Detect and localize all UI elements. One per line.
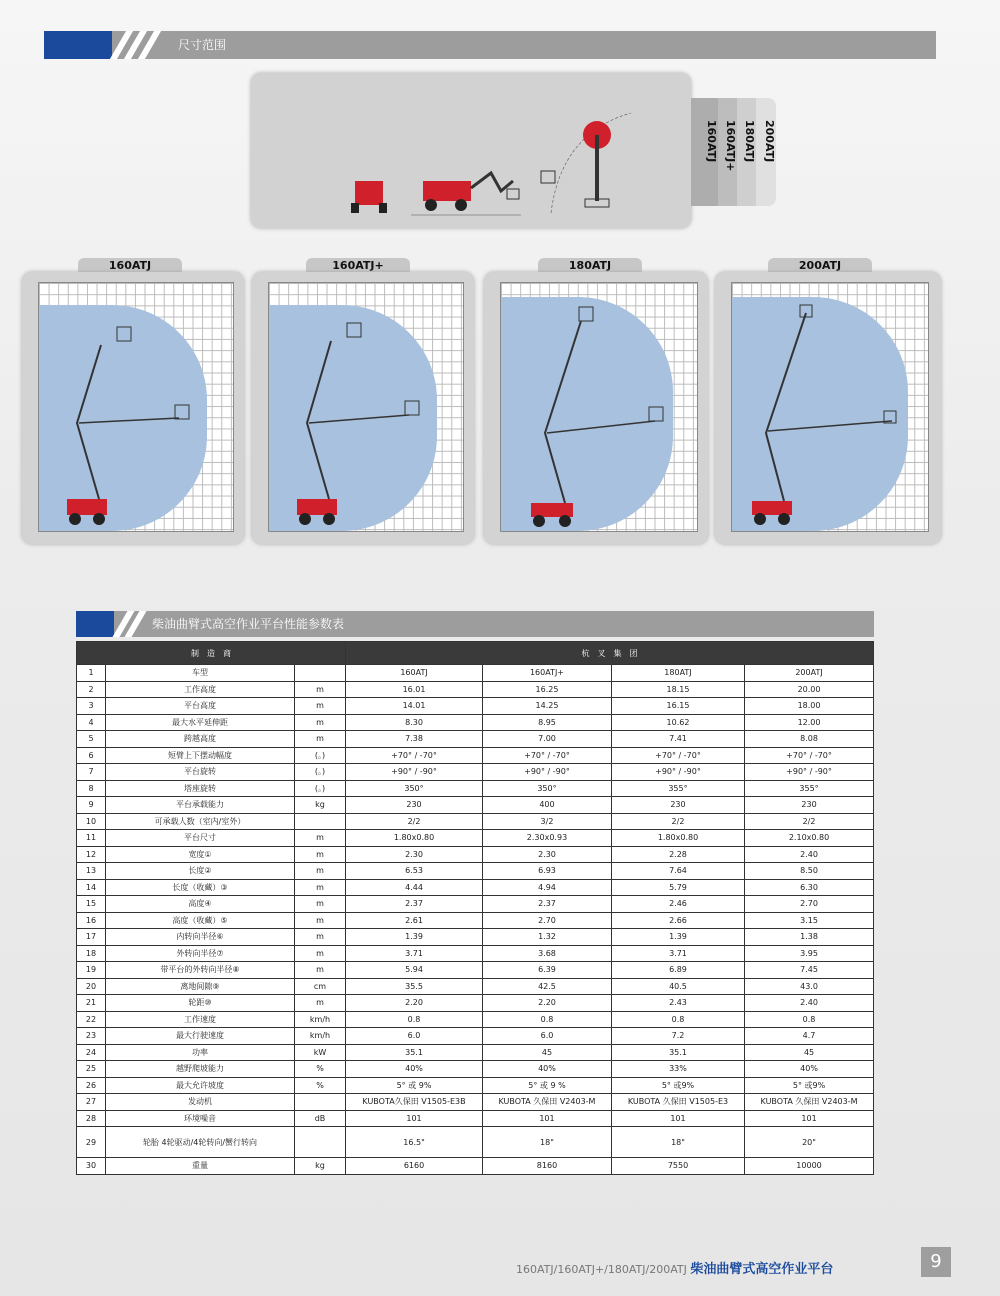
value-cell: 2.43 [611,995,744,1012]
unit: (。) [295,780,346,797]
value-cell: 35.5 [346,978,483,995]
value-cell: 5° 或9% [611,1077,744,1094]
value-cell: 2.40 [745,846,874,863]
table-row [77,1061,874,1078]
value-cell: 16.25 [483,681,612,698]
value-cell: 160ATJ+ [483,665,612,682]
value-cell: 45 [483,1044,612,1061]
section-title: 尺寸范围 [178,38,227,52]
row-number: 18 [77,945,106,962]
table-row [77,1077,874,1094]
table-row [77,1094,874,1111]
value-cell: 5° 或 9% [346,1077,483,1094]
working-range-grid [268,282,464,532]
parameter-name: 发动机 [106,1094,295,1111]
value-cell: 2.30x0.93 [483,830,612,847]
boom-drawing [501,283,697,531]
value-cell: +90° / -90° [483,764,612,781]
value-cell: 8.50 [745,863,874,880]
value-cell: 101 [346,1110,483,1127]
row-number: 5 [77,731,106,748]
value-cell: 20" [745,1127,874,1158]
table-row [77,846,874,863]
tab-200atj: 200ATJ [742,98,776,206]
row-number: 22 [77,1011,106,1028]
value-cell: 101 [483,1110,612,1127]
value-cell: 1.38 [745,929,874,946]
table-row [77,896,874,913]
table-row [77,698,874,715]
chart-label-200atj: 200ATJ [768,258,872,274]
row-number: 2 [77,681,106,698]
value-cell: 6.39 [483,962,612,979]
unit: % [295,1077,346,1094]
row-number: 14 [77,879,106,896]
value-cell: 8.08 [745,731,874,748]
value-cell: KUBOTA久保田 V1505-E3B [346,1094,483,1111]
parameter-name: 长度（收藏）③ [106,879,295,896]
unit: m [295,896,346,913]
table-row [77,962,874,979]
parameter-name: 重量 [106,1158,295,1175]
value-cell: 2.70 [483,912,612,929]
value-cell: 0.8 [346,1011,483,1028]
value-cell: +90° / -90° [745,764,874,781]
parameter-name: 高度④ [106,896,295,913]
value-cell: 14.25 [483,698,612,715]
value-cell: 40% [483,1061,612,1078]
value-cell: 6.30 [745,879,874,896]
row-number: 28 [77,1110,106,1127]
unit: kg [295,1158,346,1175]
dimension-diagram [251,73,691,228]
value-cell: +70° / -70° [611,747,744,764]
working-range-grid [500,282,698,532]
row-number: 17 [77,929,106,946]
value-cell: +90° / -90° [611,764,744,781]
parameter-name: 平台承载能力 [106,797,295,814]
chart-label-160atj-plus: 160ATJ+ [306,258,410,274]
value-cell: 1.39 [611,929,744,946]
parameter-name: 平台高度 [106,698,295,715]
unit [295,813,346,830]
parameter-name: 最大行驶速度 [106,1028,295,1045]
boom-drawing [269,283,463,531]
value-cell: 2.66 [611,912,744,929]
value-cell: 8.95 [483,714,612,731]
row-number: 12 [77,846,106,863]
value-cell: 230 [745,797,874,814]
table-row [77,813,874,830]
value-cell: 160ATJ [346,665,483,682]
value-cell: 16.01 [346,681,483,698]
page-number: 9 [921,1247,951,1277]
section-header-dimensions [44,31,936,59]
table-row [77,879,874,896]
value-cell: 42.5 [483,978,612,995]
row-number: 15 [77,896,106,913]
value-cell: 40.5 [611,978,744,995]
value-cell: 10.62 [611,714,744,731]
value-cell: 3.71 [346,945,483,962]
unit [295,1127,346,1158]
parameter-name: 长度② [106,863,295,880]
parameter-name: 平台旋转 [106,764,295,781]
value-cell: 1.32 [483,929,612,946]
value-cell: 33% [611,1061,744,1078]
value-cell: 6.0 [483,1028,612,1045]
unit: m [295,912,346,929]
row-number: 26 [77,1077,106,1094]
tab-160atj: 160ATJ [684,98,718,206]
unit: m [295,962,346,979]
parameter-name: 车型 [106,665,295,682]
value-cell: 355° [611,780,744,797]
footer-models: 160ATJ/160ATJ+/180ATJ/200ATJ [516,1263,687,1276]
boom-drawing [39,283,233,531]
row-number: 3 [77,698,106,715]
table-row [77,764,874,781]
manufacturer-value: 杭 叉 集 团 [346,642,874,665]
value-cell: 5.94 [346,962,483,979]
unit: % [295,1061,346,1078]
parameter-name: 工作速度 [106,1011,295,1028]
value-cell: 2.70 [745,896,874,913]
value-cell: 350° [483,780,612,797]
value-cell: 40% [745,1061,874,1078]
spec-table [76,641,874,1175]
row-number: 10 [77,813,106,830]
working-range-grid [731,282,929,532]
header-accent [44,31,112,59]
unit: (。) [295,764,346,781]
parameter-name: 高度（收藏）⑤ [106,912,295,929]
working-range-card-180atj [484,272,708,544]
value-cell: 2.30 [346,846,483,863]
parameter-name: 可承载人数（室内/室外） [106,813,295,830]
value-cell: +90° / -90° [346,764,483,781]
row-number: 4 [77,714,106,731]
unit: m [295,879,346,896]
unit: km/h [295,1028,346,1045]
chart-label-180atj: 180ATJ [538,258,642,274]
value-cell: 8.30 [346,714,483,731]
value-cell: 3/2 [483,813,612,830]
value-cell: 18" [483,1127,612,1158]
value-cell: 2.10x0.80 [745,830,874,847]
row-number: 21 [77,995,106,1012]
row-number: 16 [77,912,106,929]
unit: (。) [295,747,346,764]
value-cell: 12.00 [745,714,874,731]
table-header-row [77,642,874,665]
section-title: 柴油曲臂式高空作业平台性能参数表 [152,617,345,631]
value-cell: 2.37 [483,896,612,913]
row-number: 9 [77,797,106,814]
row-number: 27 [77,1094,106,1111]
parameter-name: 平台尺寸 [106,830,295,847]
value-cell: KUBOTA 久保田 V2403-M [745,1094,874,1111]
unit [295,1094,346,1111]
value-cell: KUBOTA 久保田 V2403-M [483,1094,612,1111]
value-cell: 20.00 [745,681,874,698]
table-row [77,665,874,682]
table-row [77,681,874,698]
footer [516,1258,833,1277]
value-cell: 35.1 [611,1044,744,1061]
table-row [77,945,874,962]
value-cell: 7.38 [346,731,483,748]
value-cell: 16.15 [611,698,744,715]
value-cell: 8160 [483,1158,612,1175]
working-range-card-160atj [22,272,244,544]
value-cell: 7.64 [611,863,744,880]
value-cell: 6.89 [611,962,744,979]
value-cell: 230 [346,797,483,814]
machine-front-view [355,181,383,205]
value-cell: 6160 [346,1158,483,1175]
value-cell: 2/2 [745,813,874,830]
unit: m [295,731,346,748]
value-cell: 45 [745,1044,874,1061]
value-cell: +70° / -70° [346,747,483,764]
row-number: 20 [77,978,106,995]
value-cell: 355° [745,780,874,797]
table-row [77,780,874,797]
value-cell: +70° / -70° [483,747,612,764]
value-cell: 4.44 [346,879,483,896]
unit: m [295,698,346,715]
parameter-name: 内转向半径⑥ [106,929,295,946]
row-number: 8 [77,780,106,797]
unit: dB [295,1110,346,1127]
table-row [77,714,874,731]
value-cell: 0.8 [483,1011,612,1028]
parameter-name: 宽度① [106,846,295,863]
row-number: 6 [77,747,106,764]
value-cell: 18.15 [611,681,744,698]
value-cell: 101 [745,1110,874,1127]
manufacturer-label: 制 造 商 [77,642,346,665]
footer-title: 柴油曲臂式高空作业平台 [690,1262,834,1277]
tab-160atj-plus: 160ATJ+ [703,98,737,206]
value-cell: 40% [346,1061,483,1078]
parameter-name: 短臂上下摆动幅度 [106,747,295,764]
value-cell: KUBOTA 久保田 V1505-E3 [611,1094,744,1111]
value-cell: 6.0 [346,1028,483,1045]
boom-drawing [732,283,928,531]
value-cell: 2.30 [483,846,612,863]
table-row [77,912,874,929]
parameter-name: 跨越高度 [106,731,295,748]
value-cell: 7.00 [483,731,612,748]
working-range-grid [38,282,234,532]
value-cell: 230 [611,797,744,814]
row-number: 25 [77,1061,106,1078]
parameter-name: 塔座旋转 [106,780,295,797]
unit [295,665,346,682]
value-cell: 0.8 [745,1011,874,1028]
table-row [77,1158,874,1175]
value-cell: 7.2 [611,1028,744,1045]
chart-label-160atj: 160ATJ [78,258,182,274]
value-cell: 0.8 [611,1011,744,1028]
row-number: 30 [77,1158,106,1175]
parameter-name: 离地间隙⑨ [106,978,295,995]
value-cell: 7.41 [611,731,744,748]
table-row [77,1028,874,1045]
value-cell: 2.20 [346,995,483,1012]
value-cell: 18.00 [745,698,874,715]
value-cell: 5° 或9% [745,1077,874,1094]
row-number: 7 [77,764,106,781]
value-cell: 180ATJ [611,665,744,682]
table-row [77,1044,874,1061]
table-row [77,830,874,847]
unit: m [295,929,346,946]
table-body [77,665,874,1175]
value-cell: 3.95 [745,945,874,962]
table-row [77,978,874,995]
unit: m [295,714,346,731]
value-cell: 43.0 [745,978,874,995]
working-range-card-200atj [715,272,941,544]
parameter-name: 带平台的外转向半径⑧ [106,962,295,979]
value-cell: 7550 [611,1158,744,1175]
unit: m [295,945,346,962]
tab-180atj: 180ATJ [722,98,756,206]
value-cell: 2.40 [745,995,874,1012]
unit: kW [295,1044,346,1061]
value-cell: 101 [611,1110,744,1127]
table-row [77,929,874,946]
value-cell: 7.45 [745,962,874,979]
table-row [77,863,874,880]
table-row [77,995,874,1012]
value-cell: 35.1 [346,1044,483,1061]
row-number: 19 [77,962,106,979]
value-cell: 400 [483,797,612,814]
working-range-card-160atj-plus [252,272,474,544]
unit: kg [295,797,346,814]
unit: cm [295,978,346,995]
parameter-name: 轮胎 4轮驱动/4轮转向/蟹行转向 [106,1127,295,1158]
table-row [77,731,874,748]
value-cell: 5.79 [611,879,744,896]
table-row [77,1110,874,1127]
parameter-name: 外转向半径⑦ [106,945,295,962]
value-cell: 10000 [745,1158,874,1175]
value-cell: 350° [346,780,483,797]
value-cell: 6.53 [346,863,483,880]
value-cell: +70° / -70° [745,747,874,764]
table-row [77,1127,874,1158]
dimension-diagram-card [251,73,691,228]
parameter-name: 环境噪音 [106,1110,295,1127]
value-cell: 16.5" [346,1127,483,1158]
value-cell: 2.61 [346,912,483,929]
value-cell: 5° 或 9 % [483,1077,612,1094]
value-cell: 18" [611,1127,744,1158]
row-number: 23 [77,1028,106,1045]
table-row [77,797,874,814]
value-cell: 1.80x0.80 [346,830,483,847]
section-header-specs [76,611,874,637]
value-cell: 2.28 [611,846,744,863]
unit: m [295,863,346,880]
unit: km/h [295,1011,346,1028]
unit: m [295,846,346,863]
parameter-name: 工作高度 [106,681,295,698]
parameter-name: 最大水平延伸距 [106,714,295,731]
table-row [77,747,874,764]
row-number: 29 [77,1127,106,1158]
value-cell: 3.68 [483,945,612,962]
value-cell: 200ATJ [745,665,874,682]
table-row [77,1011,874,1028]
value-cell: 14.01 [346,698,483,715]
value-cell: 2.37 [346,896,483,913]
row-number: 11 [77,830,106,847]
parameter-name: 越野爬坡能力 [106,1061,295,1078]
value-cell: 2.20 [483,995,612,1012]
value-cell: 2.46 [611,896,744,913]
parameter-name: 功率 [106,1044,295,1061]
unit: m [295,995,346,1012]
value-cell: 6.93 [483,863,612,880]
value-cell: 4.7 [745,1028,874,1045]
row-number: 24 [77,1044,106,1061]
value-cell: 1.80x0.80 [611,830,744,847]
unit: m [295,830,346,847]
value-cell: 4.94 [483,879,612,896]
parameter-name: 最大允许坡度 [106,1077,295,1094]
row-number: 13 [77,863,106,880]
value-cell: 3.71 [611,945,744,962]
value-cell: 2/2 [346,813,483,830]
row-number: 1 [77,665,106,682]
machine-side-view [423,181,471,201]
value-cell: 3.15 [745,912,874,929]
header-accent [76,611,114,637]
parameter-name: 轮距⑩ [106,995,295,1012]
value-cell: 1.39 [346,929,483,946]
value-cell: 2/2 [611,813,744,830]
unit: m [295,681,346,698]
